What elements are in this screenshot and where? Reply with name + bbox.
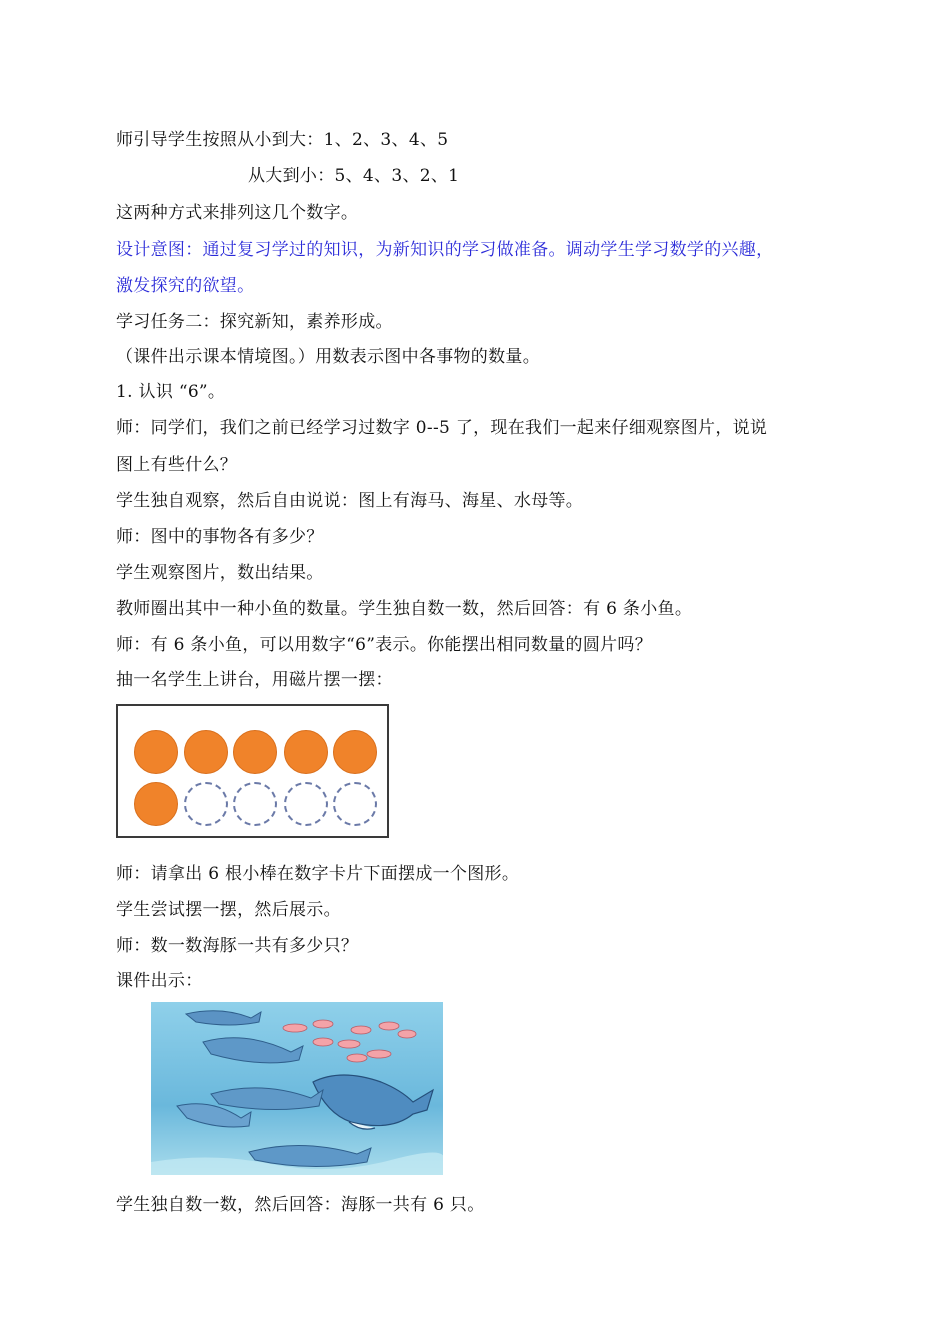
task-two-heading: 学习任务二：探究新知，素养形成。 (116, 312, 393, 332)
ordering-ascending-line: 师引导学生按照从小到大：1、2、3、4、5 (116, 130, 449, 150)
empty-disc (333, 782, 377, 826)
filled-disc (333, 730, 377, 774)
filled-disc (134, 782, 178, 826)
filled-disc (233, 730, 277, 774)
student-board-line: 抽一名学生上讲台，用磁片摆一摆： (116, 670, 393, 690)
ordering-descending-line: 从大到小：5、4、3、2、1 (248, 166, 460, 186)
courseware-intro-line: （课件出示课本情境图。）用数表示图中各事物的数量。 (116, 347, 540, 367)
student-count-line: 学生观察图片，数出结果。 (116, 563, 324, 583)
teacher-line-1: 师：同学们，我们之前已经学习过数字 0--5 了，现在我们一起来仔细观察图片，说说 (116, 418, 768, 438)
section-heading-6: 1. 认识 “6”。 (116, 382, 226, 402)
filled-disc (284, 730, 328, 774)
empty-disc (184, 782, 228, 826)
teacher-question-line: 师：图中的事物各有多少？ (116, 527, 324, 547)
empty-disc (233, 782, 277, 826)
ordering-summary-line: 这两种方式来排列这几个数字。 (116, 203, 359, 223)
teacher-discs-line: 师：有 6 条小鱼，可以用数字“6”表示。你能摆出相同数量的圆片吗？ (116, 635, 653, 655)
student-answer-dolphin-line: 学生独自数一数，然后回答：海豚一共有 6 只。 (116, 1195, 485, 1215)
student-observe-line: 学生独自观察，然后自由说说：图上有海马、海星、水母等。 (116, 491, 584, 511)
teacher-dolphin-line: 师：数一数海豚一共有多少只？ (116, 936, 359, 956)
design-intent-line-2: 激发探究的欲望。 (116, 276, 255, 296)
courseware-show-line: 课件出示： (116, 971, 203, 991)
dolphin-illustration (151, 1002, 443, 1175)
student-show-line: 学生尝试摆一摆，然后展示。 (116, 900, 341, 920)
filled-disc (134, 730, 178, 774)
teacher-circle-line: 教师圈出其中一种小鱼的数量。学生独自数一数，然后回答：有 6 条小鱼。 (116, 599, 693, 619)
magnet-disc-board (116, 704, 389, 838)
teacher-sticks-line: 师：请拿出 6 根小棒在数字卡片下面摆成一个图形。 (116, 864, 520, 884)
teacher-line-1-cont: 图上有些什么？ (116, 455, 238, 475)
filled-disc (184, 730, 228, 774)
design-intent-line-1: 设计意图：通过复习学过的知识，为新知识的学习做准备。调动学生学习数学的兴趣， (116, 240, 774, 260)
empty-disc (284, 782, 328, 826)
